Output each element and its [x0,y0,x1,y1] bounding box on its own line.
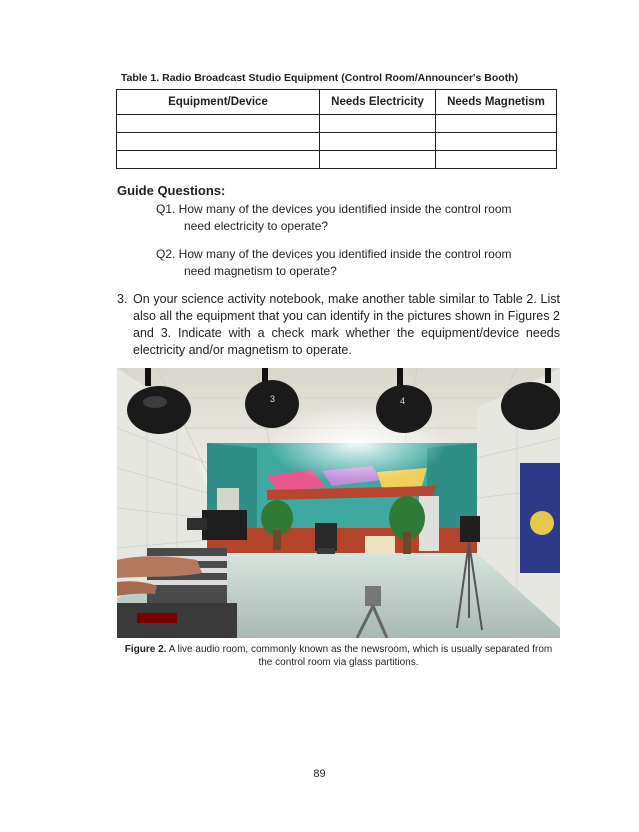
question-1-line-1: Q1. How many of the devices you identified inside the control room [156,202,512,216]
newsroom-photo [117,368,560,638]
table-row [117,115,557,133]
lamp-number: 4 [400,396,406,406]
item-text: On your science activity notebook, make another table similar to Table 2. List also all the equipment that you can identify in the pictures shown in Figures 2 and 3. Indicate with a check mark whether the equipment/device needs electricity and/or magnetism to operate. [133,292,560,357]
table-cell [117,151,320,169]
instruction-item-3 [117,291,560,359]
page-number: 89 [313,768,326,780]
table-cell [436,115,557,133]
figure-caption-text: A live audio room, commonly known as the newsroom, which is usually separated from the control room via glass partitions. [168,644,553,668]
question-2-line-2: need magnetism to operate? [184,264,337,278]
table-header-row [117,90,557,115]
table-caption: Table 1. Radio Broadcast Studio Equipment (Control Room/Announcer's Booth) [120,72,519,84]
figure-label: Figure 2. [124,644,167,655]
table-cell [320,151,436,169]
header-equipment: Equipment/Device [117,90,320,115]
lamp-number: 3 [270,394,276,404]
figure-caption [117,643,560,669]
table-cell [436,151,557,169]
header-needs-magnetism: Needs Magnetism [436,90,557,115]
table-row [117,151,557,169]
table-cell [436,133,557,151]
question-1 [156,201,556,235]
header-needs-electricity: Needs Electricity [320,90,436,115]
question-2-line-1: Q2. How many of the devices you identified inside the control room [156,247,512,261]
question-2 [156,246,556,280]
guide-questions-heading: Guide Questions: [117,183,226,198]
table-cell [320,133,436,151]
question-1-line-2: need electricity to operate? [184,219,329,233]
table-cell [117,115,320,133]
table-cell [117,133,320,151]
item-number: 3. [117,292,128,306]
table-row [117,133,557,151]
equipment-table [116,89,557,169]
table-cell [320,115,436,133]
